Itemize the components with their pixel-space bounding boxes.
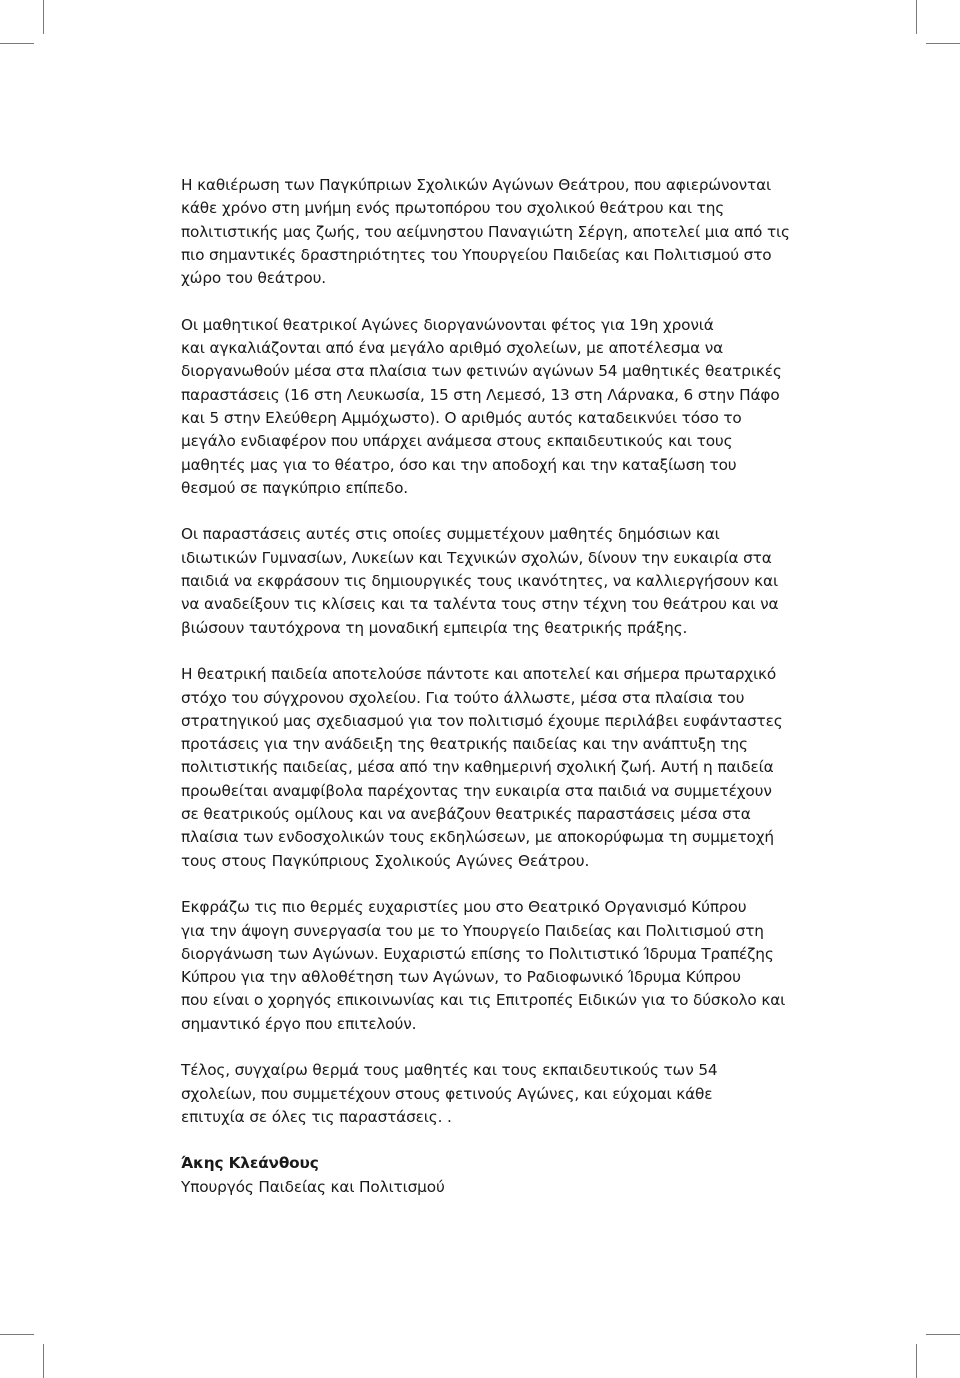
- text-line: πλαίσια των ενδοσχολικών τους εκδηλώσεων, με αποκορύφωμα τη συμμετοχή: [181, 828, 774, 847]
- crop-mark: [916, 1344, 917, 1378]
- text-line: τους στους Παγκύπριους Σχολικούς Αγώνες Θεάτρου.: [181, 851, 590, 870]
- text-line: και αγκαλιάζονται από ένα μεγάλο αριθμό σχολείων, με αποτέλεσμα να: [181, 339, 724, 358]
- text-line: σχολείων, που συμμετέχουν στους φετινούς Αγώνες, και εύχομαι κάθε: [181, 1084, 713, 1103]
- paragraph: [181, 523, 821, 639]
- text-line: για την άψογη συνεργασία του με το Υπουργείο Παιδείας και Πολιτισμού στη: [181, 921, 764, 940]
- text-line: Η θεατρική παιδεία αποτελούσε πάντοτε και αποτελεί και σήμερα πρωταρχικό: [181, 665, 777, 684]
- text-line: σημαντικό έργο που επιτελούν.: [181, 1014, 417, 1033]
- text-line: παραστάσεις (16 στη Λευκωσία, 15 στη Λεμεσό, 13 στη Λάρνακα, 6 στην Πάφο: [181, 385, 780, 404]
- text-line: Τέλος, συγχαίρω θερμά τους μαθητές και τους εκπαιδευτικούς των 54: [181, 1061, 718, 1080]
- text-line: στόχο του σύγχρονου σχολείου. Για τούτο άλλωστε, μέσα στα πλαίσια του: [181, 688, 745, 707]
- crop-mark: [926, 43, 960, 44]
- text-line: σε θεατρικούς ομίλους και να ανεβάζουν θεατρικές παραστάσεις μέσα στα: [181, 805, 751, 824]
- text-line: προτάσεις για την ανάδειξη της θεατρικής παιδείας και την ανάπτυξη της: [181, 735, 748, 754]
- text-line: πιο σημαντικές δραστηριότητες του Υπουργείου Παιδείας και Πολιτισμού στο: [181, 245, 772, 264]
- text-line: κάθε χρόνο στη μνήμη ενός πρωτοπόρου του σχολικού θεάτρου και της: [181, 199, 725, 218]
- text-line: προωθείται αναμφίβολα παρέχοντας την ευκαιρία στα παιδιά να συμμετέχουν: [181, 781, 772, 800]
- text-line: Εκφράζω τις πιο θερμές ευχαριστίες μου στο Θεατρικό Οργανισμό Κύπρου: [181, 898, 747, 917]
- crop-mark: [916, 0, 917, 34]
- paragraph: [181, 314, 821, 500]
- text-line: θεσμού σε παγκύπριο επίπεδο.: [181, 478, 408, 497]
- text-line: Οι παραστάσεις αυτές στις οποίες συμμετέχουν μαθητές δημόσιων και: [181, 525, 720, 544]
- text-line: που είναι ο χορηγός επικοινωνίας και τις Επιτροπές Ειδικών για το δύσκολο και: [181, 991, 786, 1010]
- crop-mark: [43, 1344, 44, 1378]
- text-line: και 5 στην Ελεύθερη Αμμόχωστο). Ο αριθμός αυτός καταδεικνύει τόσο το: [181, 408, 742, 427]
- crop-mark: [43, 0, 44, 34]
- paragraph: [181, 1059, 821, 1129]
- signature-block: [181, 1152, 821, 1199]
- paragraph: [181, 174, 821, 290]
- text-line: χώρο του θεάτρου.: [181, 269, 327, 288]
- signatory-name: Άκης Κλεάνθους: [181, 1154, 319, 1173]
- text-line: βιώσουν ταυτόχρονα τη μοναδική εμπειρία της θεατρικής πράξης.: [181, 618, 688, 637]
- text-line: πολιτιστικής παιδείας, μέσα από την καθημερινή σχολική ζωή. Αυτή η παιδεία: [181, 758, 774, 777]
- crop-mark: [0, 43, 34, 44]
- text-line: Οι μαθητικοί θεατρικοί Αγώνες διοργανώνονται φέτος για 19η χρονιά: [181, 315, 714, 334]
- text-line: διοργανωθούν μέσα στα πλαίσια των φετινών αγώνων 54 μαθητικές θεατρικές: [181, 362, 782, 381]
- text-line: παιδιά να εκφράσουν τις δημιουργικές τους ικανότητες, να καλλιεργήσουν και: [181, 572, 778, 591]
- signatory-title: Υπουργός Παιδείας και Πολιτισμού: [181, 1177, 445, 1196]
- paragraph: [181, 896, 821, 1036]
- text-line: μαθητές μας για το θέατρο, όσο και την αποδοχή και την καταξίωση του: [181, 455, 737, 474]
- text-line: πολιτιστικής μας ζωής, του αείμνηστου Παναγιώτη Σέργη, αποτελεί μια από τις: [181, 222, 790, 241]
- text-line: μεγάλο ενδιαφέρον που υπάρχει ανάμεσα στους εκπαιδευτικούς και τους: [181, 432, 733, 451]
- text-line: στρατηγικού μας σχεδιασμού για τον πολιτισμό έχουμε περιλάβει ευφάνταστες: [181, 711, 783, 730]
- letter-body: [181, 174, 821, 1199]
- text-line: Η καθιέρωση των Παγκύπριων Σχολικών Αγώνων Θεάτρου, που αφιερώνονται: [181, 176, 772, 194]
- text-line: ιδιωτικών Γυμνασίων, Λυκείων και Τεχνικών σχολών, δίνουν την ευκαιρία στα: [181, 548, 772, 567]
- crop-mark: [0, 1334, 34, 1335]
- text-line: Κύπρου για την αθλοθέτηση των Αγώνων, το Ραδιοφωνικό Ίδρυμα Κύπρου: [181, 968, 741, 987]
- paragraph: [181, 663, 821, 873]
- text-line: επιτυχία σε όλες τις παραστάσεις. .: [181, 1107, 452, 1126]
- text-line: διοργάνωση των Αγώνων. Ευχαριστώ επίσης το Πολιτιστικό Ίδρυμα Τραπέζης: [181, 944, 774, 963]
- crop-mark: [926, 1334, 960, 1335]
- text-line: να αναδείξουν τις κλίσεις και τα ταλέντα τους στην τέχνη του θεάτρου και να: [181, 595, 779, 614]
